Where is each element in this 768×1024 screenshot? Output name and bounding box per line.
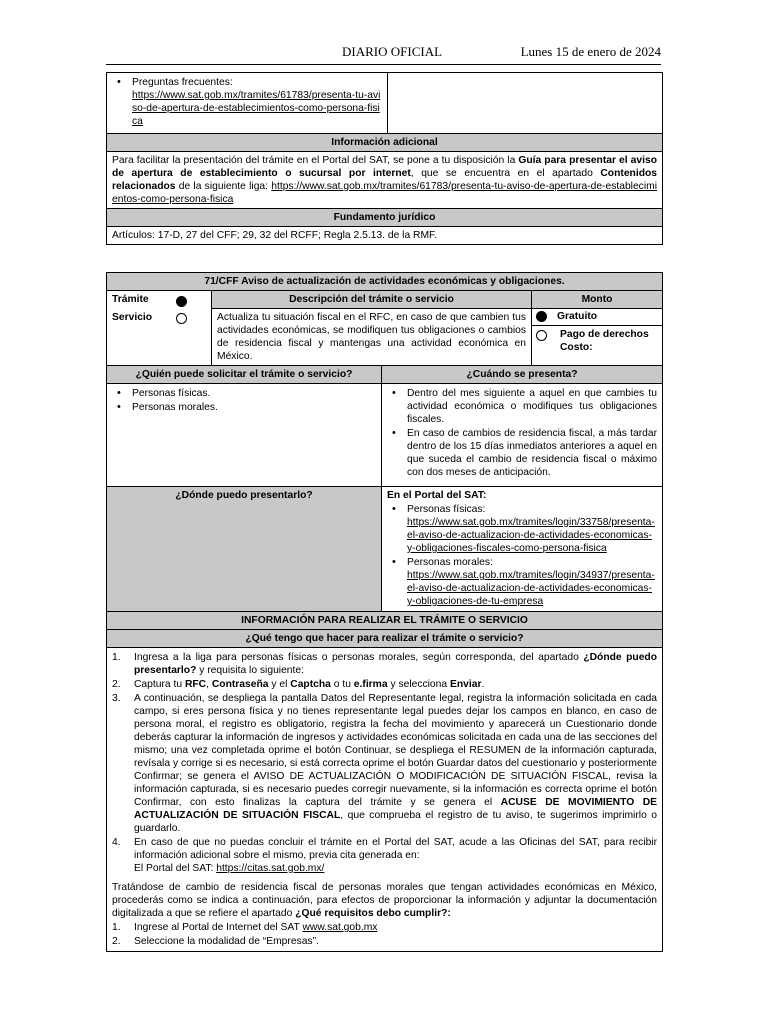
servicio-radio (176, 313, 187, 324)
where-title: En el Portal del SAT: (387, 490, 487, 501)
step-text: . (481, 679, 485, 690)
legal-basis-text: Artículos: 17-D, 27 del CFF; 29, 32 del RCFF; Regla 2.5.13. de la RMF. (107, 227, 663, 245)
step-text: Seleccione la modalidad de “Empresas”. (134, 936, 319, 947)
step-item (112, 692, 657, 835)
publication-title: DIARIO OFICIAL (342, 44, 443, 59)
tramite-label: Trámite (112, 294, 149, 305)
step-text: A continuación, se despliega la pantalla Datos del Representante legal, registra la información solicitada en cada campo, si eres persona física y no tienes representante legal puedes dejar los campos en blanco, en caso de persona moral, el registro es obligatorio, registra la fecha del movimiento y aparecerá un Cuestionario donde deberás capturar la información de ingresos y actividades económicas solicitada en cada una de las secciones del mismo; una vez completada oprime el botón Continuar, se despliega el RESUMEN de la información capturada, revísala y corrige si es necesario, si está correcta oprime el botón Guardar datos del cuestionario y posteriormente Confirmar; se genera el AVISO DE ACTUALIZACIÓN O MODIFICACIÓN DE SITUACIÓN FISCAL, revisa la información capturada, si es necesario puedes corregir nuevamente, si la información es correcta oprime el botón Confirmar, con esto finalizas la captura del trámite y se genera el (134, 693, 658, 808)
faq-link[interactable]: https://www.sat.gob.mx/tramites/61783/presenta-tu-aviso-de-apertura-de-establecimientos-como-persona-fisica (132, 90, 381, 127)
amount-cell (532, 309, 663, 366)
procedure-title: 71/CFF Aviso de actualización de actividades económicas y obligaciones. (107, 273, 663, 291)
step-text: o tu (330, 679, 354, 690)
citas-link[interactable]: https://citas.sat.gob.mx/ (216, 863, 325, 874)
guide-name: Guía para presentar el aviso de apertura de establecimiento o sucursal por internet (112, 155, 657, 179)
step-text: y selecciona (387, 679, 450, 690)
procedure-71-table (106, 272, 663, 952)
password-label: Contraseña (211, 679, 269, 690)
step-text: En caso de que no puedas concluir el trámite en el Portal del SAT, acude a las Oficinas del SAT, para recibir información adicional sobre el mismo, previa cita generada en: (134, 837, 658, 861)
step-item (112, 836, 657, 875)
captcha-label: Captcha (290, 679, 331, 690)
type-cell (107, 291, 212, 366)
step-text: Captura tu (134, 679, 185, 690)
gratuito-label: Gratuito (557, 311, 598, 322)
when-item: • En caso de cambios de residencia fiscal, a más tardar dentro de los 15 días inmediatos anteriores a aquel en que suceda el cambio de residencia fiscal o máximo con dos meses de anticipación. (407, 427, 657, 479)
step-number: 2. (112, 679, 121, 690)
where-header: ¿Dónde puedo presentarlo? (107, 487, 382, 612)
info-section-header: INFORMACIÓN PARA REALIZAR EL TRÁMITE O SERVICIO (107, 612, 663, 630)
description-header: Descripción del trámite o servicio (212, 291, 532, 309)
acuse-label: ACUSE DE MOVIMIENTO DE ACTUALIZACIÓN DE SITUACIÓN FISCAL (134, 797, 658, 821)
additional-info-text (107, 152, 663, 209)
step-text: , (206, 679, 212, 690)
step-number: 1. (112, 922, 121, 933)
faq-label: Preguntas frecuentes: (132, 77, 233, 88)
faq-cell (107, 73, 388, 134)
where-cell (382, 487, 663, 612)
when-cell (382, 384, 663, 487)
step-number: 4. (112, 837, 121, 848)
pm-label: Personas morales: (407, 557, 493, 568)
description-text: Actualiza tu situación fiscal en el RFC, en caso de que cambien tus actividades económicas, se modifiquen tus obligaciones o cambios de residencia fiscal y mantengas una actividad económica en México. (212, 309, 532, 366)
who-cell (107, 384, 382, 487)
empty-cell (388, 73, 663, 134)
pago-label: Pago de derechos (560, 329, 649, 340)
enviar-label: Enviar (449, 679, 482, 690)
step-bold: ¿Dónde puedo presentarlo? (134, 652, 658, 676)
info-link[interactable]: https://www.sat.gob.mx/tramites/61783/presenta-tu-aviso-de-apertura-de-establecimientos-como-persona-fisica (112, 181, 657, 205)
substep-item (112, 935, 657, 948)
pf-link[interactable]: https://www.sat.gob.mx/tramites/login/33758/presenta-el-aviso-de-actualizacion-de-actividades-economicas-y-obligaciones-fiscales-como-persona-fisica (407, 517, 655, 554)
step-number: 2. (112, 936, 121, 947)
step-text: y el (268, 679, 291, 690)
efirma-label: e.firma (353, 679, 388, 690)
page-header (106, 44, 661, 65)
rfc-label: RFC (184, 679, 207, 690)
previous-procedure-table (106, 72, 663, 245)
legal-basis-header: Fundamento jurídico (107, 209, 663, 227)
step-text: y requisita lo siguiente: (196, 665, 304, 676)
sat-link[interactable]: www.sat.gob.mx (302, 922, 378, 933)
substep-item (112, 921, 657, 934)
when-header: ¿Cuándo se presenta? (382, 366, 663, 384)
step-text: Ingresa a la liga para personas físicas o personas morales, según corresponda, del apartado (134, 652, 584, 663)
amount-header: Monto (532, 291, 663, 309)
servicio-label: Servicio (112, 312, 153, 323)
related-content-label: Contenidos relacionados (112, 168, 658, 192)
gratuito-radio-selected (536, 311, 547, 322)
info-text-1: Para facilitar la presentación del trámite en el Portal del SAT, se pone a tu disposición la (112, 155, 519, 166)
pf-label: Personas físicas: (407, 504, 486, 515)
pago-radio (536, 330, 547, 341)
info-text-3: de la siguiente liga: (175, 181, 272, 192)
when-item: • Dentro del mes siguiente a aquel en que cambies tu actividad económica o modifiques tus obligaciones fiscales. (407, 387, 657, 426)
who-item: • Personas morales. (132, 401, 376, 414)
tramite-radio-selected (176, 296, 187, 307)
steps-cell (107, 648, 663, 952)
step-text: Ingrese al Portal de Internet del SAT (134, 922, 303, 933)
pm-text: Tratándose de cambio de residencia fiscal de personas morales que tengan actividades económicas en México, procederás como se indica a continuación, para efectos de proporcionar la información y adjuntar la documentación digitalizada a que se refiere el apartado (112, 882, 658, 919)
pm-link[interactable]: https://www.sat.gob.mx/tramites/login/34937/presenta-el-aviso-de-actualizacion-de-actividades-economicas-y-obligaciones-de-tu-empresa (407, 570, 655, 607)
info-text-2: , que se encuentra en el apartado (410, 168, 601, 179)
what-todo-header: ¿Qué tengo que hacer para realizar el trámite o servicio? (107, 630, 663, 648)
publication-date: Lunes 15 de enero de 2024 (520, 44, 661, 59)
additional-info-header: Información adicional (107, 134, 663, 152)
who-header: ¿Quién puede solicitar el trámite o servicio? (107, 366, 382, 384)
step-text: , que comprueba el registro de tu aviso, te sugerimos imprimirlo o guardarlo. (134, 810, 658, 834)
step-item (112, 678, 657, 691)
step-number: 3. (112, 693, 121, 704)
requirements-label: ¿Qué requisitos debo cumplir?: (295, 908, 451, 919)
step-item (112, 651, 657, 677)
step-number: 1. (112, 652, 121, 663)
costo-label: Costo: (560, 342, 593, 353)
pm-residence-text (112, 881, 657, 920)
who-item: • Personas físicas. (132, 387, 376, 400)
portal-label: El Portal del SAT: (134, 863, 217, 874)
